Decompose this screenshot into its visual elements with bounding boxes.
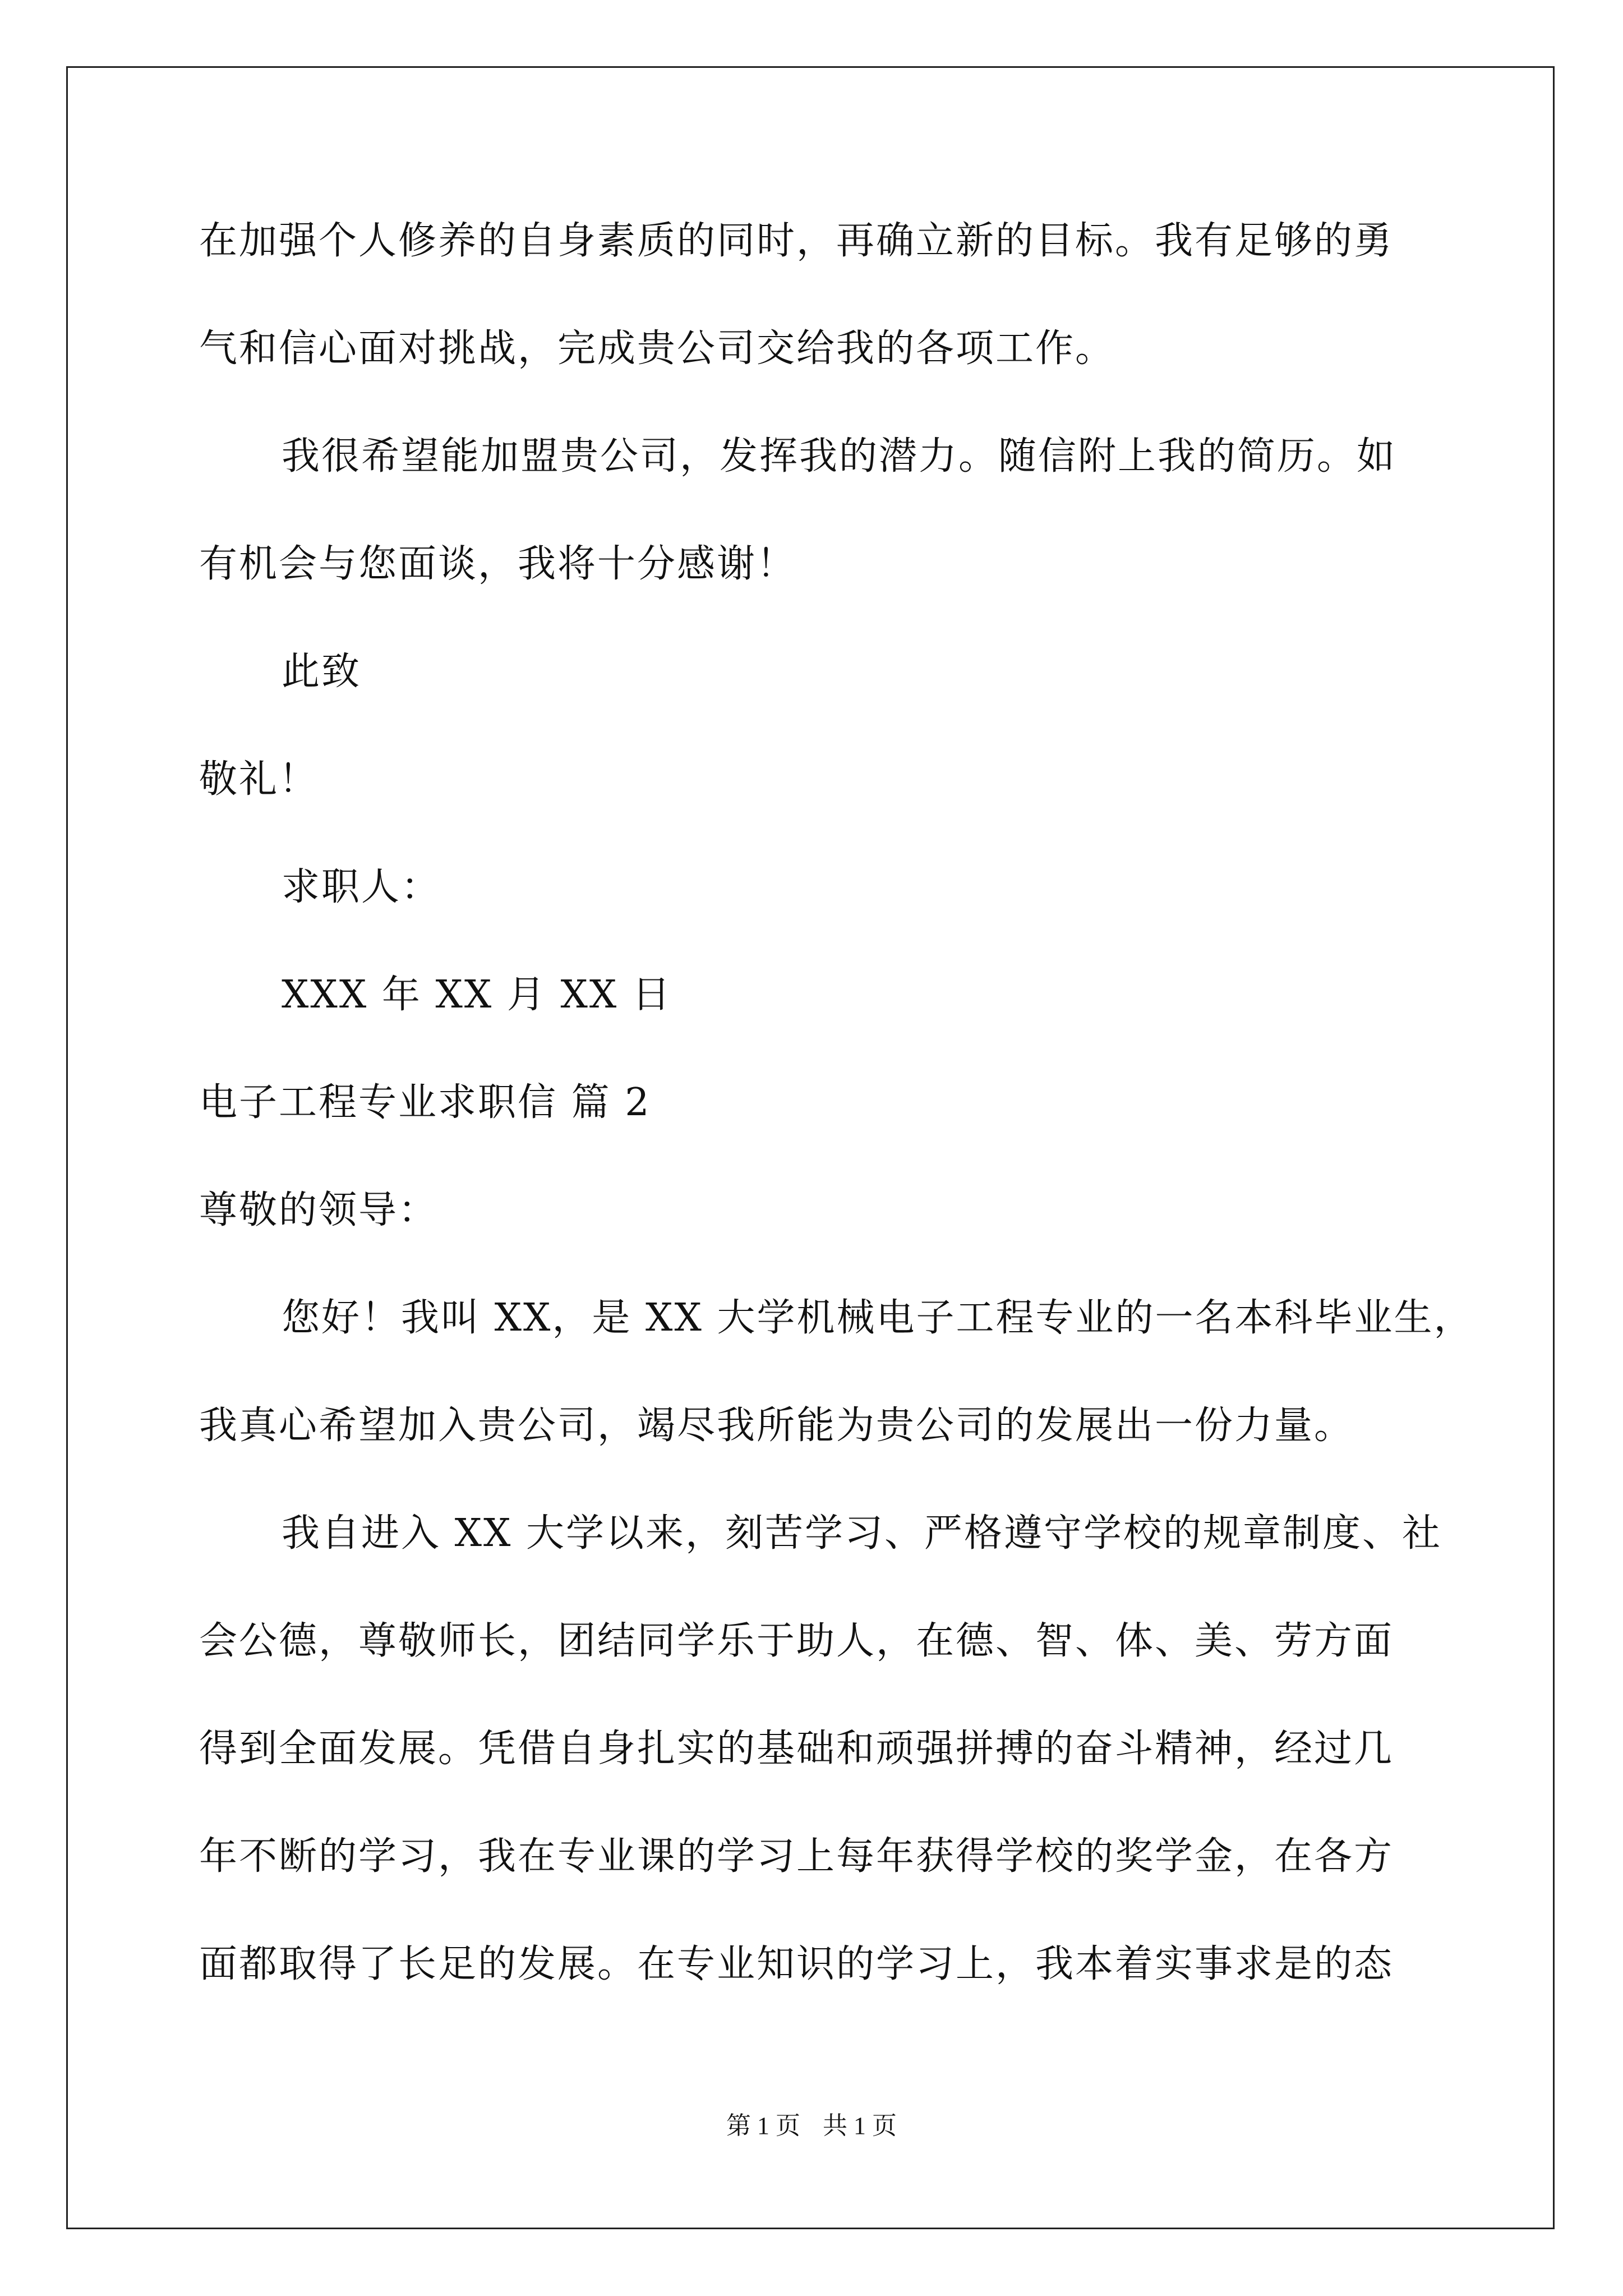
paragraph-line: 气和信心面对挑战，完成贵公司交给我的各项工作。 [199, 326, 1115, 371]
paragraph-line: 得到全面发展。凭借自身扎实的基础和顽强拼搏的奋斗精神，经过几 [199, 1727, 1394, 1771]
closing-regards: 敬礼！ [199, 757, 319, 802]
paragraph-line: 年不断的学习，我在专业课的学习上每年获得学校的奖学金，在各方 [199, 1834, 1394, 1879]
date-line: XXX 年 XX 月 XX 日 [282, 973, 672, 1017]
page-border [66, 66, 1555, 2229]
paragraph-line: 您好！我叫 XX，是 XX 大学机械电子工程专业的一名本科毕业生， [282, 1296, 1474, 1340]
paragraph-line: 我真心希望加入贵公司，竭尽我所能为贵公司的发展出一份力量。 [199, 1404, 1354, 1448]
paragraph-line: 面都取得了长足的发展。在专业知识的学习上，我本着实事求是的态 [199, 1942, 1394, 1986]
paragraph-line: 我很希望能加盟贵公司，发挥我的潜力。随信附上我的简历。如 [282, 434, 1397, 478]
signature-label: 求职人： [282, 865, 441, 909]
greeting: 尊敬的领导： [199, 1188, 439, 1232]
paragraph-line: 在加强个人修养的自身素质的同时，再确立新的目标。我有足够的勇 [199, 219, 1394, 263]
page-number: 第 1 页 [726, 2112, 800, 2139]
paragraph-line: 会公德，尊敬师长，团结同学乐于助人，在德、智、体、美、劳方面 [199, 1619, 1394, 1663]
section-title: 电子工程专业求职信 篇 2 [199, 1080, 651, 1125]
page-total: 共 1 页 [823, 2112, 897, 2139]
paragraph-line: 有机会与您面谈，我将十分感谢！ [199, 542, 797, 586]
closing-salutation: 此致 [282, 650, 362, 694]
page-footer [0, 2110, 1623, 2142]
paragraph-line: 我自进入 XX 大学以来，刻苦学习、严格遵守学校的规章制度、社 [282, 1511, 1442, 1556]
